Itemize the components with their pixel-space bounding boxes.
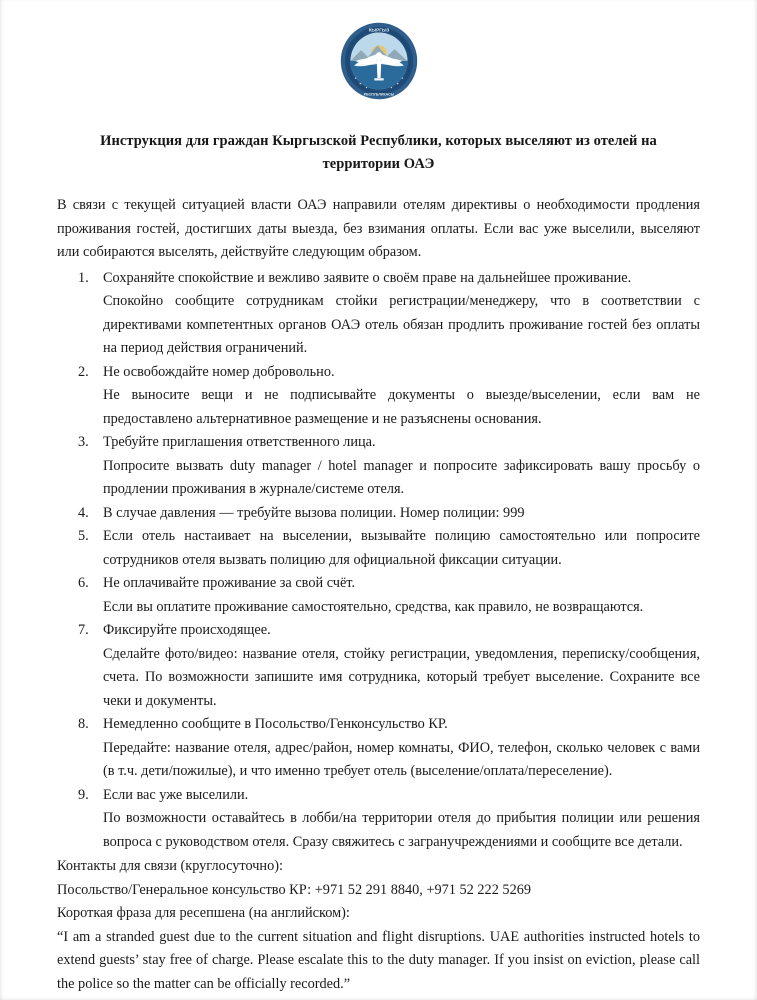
page-title: Инструкция для граждан Кыргызской Республики, которых выселяют из отелей на территории ОАЭ xyxy=(100,133,657,172)
step-body: Если отель настаивает на выселении, вызывайте полицию самостоятельно или попросите сотрудников отеля вызвать полицию для официальной фиксации ситуации. xyxy=(103,528,700,568)
english-phrase-text: “I am a stranded guest due to the current situation and flight disruptions. UAE authorities instructed hotels to extend guests’ stay free of charge. Please escalate this to the duty manager. If you insist on eviction, please call the police so the matter can be officially recorded.” xyxy=(57,928,700,992)
english-phrase-heading: Короткая фраза для ресепшена (на английском): xyxy=(57,905,350,921)
contacts-heading: Контакты для связи (круглосуточно): xyxy=(57,858,283,874)
list-item xyxy=(57,784,700,855)
embassy-contact-line: Посольство/Генеральное консульство КР: +971 52 291 8840, +971 52 222 5269 xyxy=(57,881,532,898)
svg-text:КЫРГЫЗ: КЫРГЫЗ xyxy=(368,27,389,33)
step-heading: Фиксируйте происходящее. xyxy=(103,622,271,638)
list-item xyxy=(57,267,700,361)
step-heading: Не освобождайте номер добровольно. xyxy=(103,363,335,380)
list-item xyxy=(57,361,700,432)
list-item xyxy=(57,525,700,572)
step-body: Сделайте фото/видео: название отеля, стойку регистрации, уведомления, переписку/сообщения, счета. По возможности запишите имя сотрудника, который требует выселение. Сохраните все чеки и документы. xyxy=(103,645,700,709)
list-item xyxy=(57,572,700,619)
list-item xyxy=(57,431,700,502)
step-body: Если вы оплатите проживание самостоятельно, средства, как правило, не возвращаются. xyxy=(103,598,644,615)
kyrgyz-republic-coat-of-arms-icon xyxy=(340,22,418,100)
list-item xyxy=(57,619,700,713)
emblem-container xyxy=(57,0,700,116)
step-body: Спокойно сообщите сотрудникам стойки регистрации/менеджеру, что в соответствии с директивами компетентных органов ОАЭ отель обязан продлить проживание гостей без оплаты на период действия ограничений. xyxy=(103,293,700,356)
step-body: По возможности оставайтесь в лобби/на территории отеля до прибытия полиции или решения вопроса с руководством отеля. Сразу свяжитесь с загранучреждениями и сообщите все детали. xyxy=(103,810,700,850)
step-heading: Не оплачивайте проживание за свой счёт. xyxy=(103,575,356,591)
step-heading: Сохраняйте спокойствие и вежливо заявите о своём праве на дальнейшее проживание. xyxy=(103,269,632,286)
step-heading: Немедленно сообщите в Посольство/Генконсульство КР. xyxy=(103,716,448,732)
instruction-steps-list xyxy=(57,267,700,855)
list-item xyxy=(57,713,700,784)
step-body: Попросите вызвать duty manager / hotel manager и попросите зафиксировать вашу просьбу о продлении проживания в журнале/системе отеля. xyxy=(103,457,700,497)
svg-text:РЕСПУБЛИКАСЫ: РЕСПУБЛИКАСЫ xyxy=(363,92,394,97)
step-heading: Если вас уже выселили. xyxy=(103,786,249,803)
step-body: Передайте: название отеля, адрес/район, номер комнаты, ФИО, телефон, сколько человек с вами (в т.ч. дети/пожилые), и что именно требует отель (выселение/оплата/переселение). xyxy=(103,739,700,779)
step-heading: Требуйте приглашения ответственного лица. xyxy=(103,434,376,450)
intro-paragraph: В связи с текущей ситуацией власти ОАЭ направили отелям директивы о необходимости продления проживания гостей, достигших даты выезда, без взимания оплаты. Если вас уже выселили, выселяют или собираются выселять, действуйте следующим образом. xyxy=(57,197,700,260)
list-item xyxy=(57,502,700,526)
contacts-section xyxy=(57,855,700,996)
step-heading: В случае давления — требуйте вызова полиции. Номер полиции: 999 xyxy=(103,504,525,521)
step-body: Не выносите вещи и не подписывайте документы о выезде/выселении, если вам не предоставлено альтернативное размещение и не разъяснены основания. xyxy=(103,387,700,427)
